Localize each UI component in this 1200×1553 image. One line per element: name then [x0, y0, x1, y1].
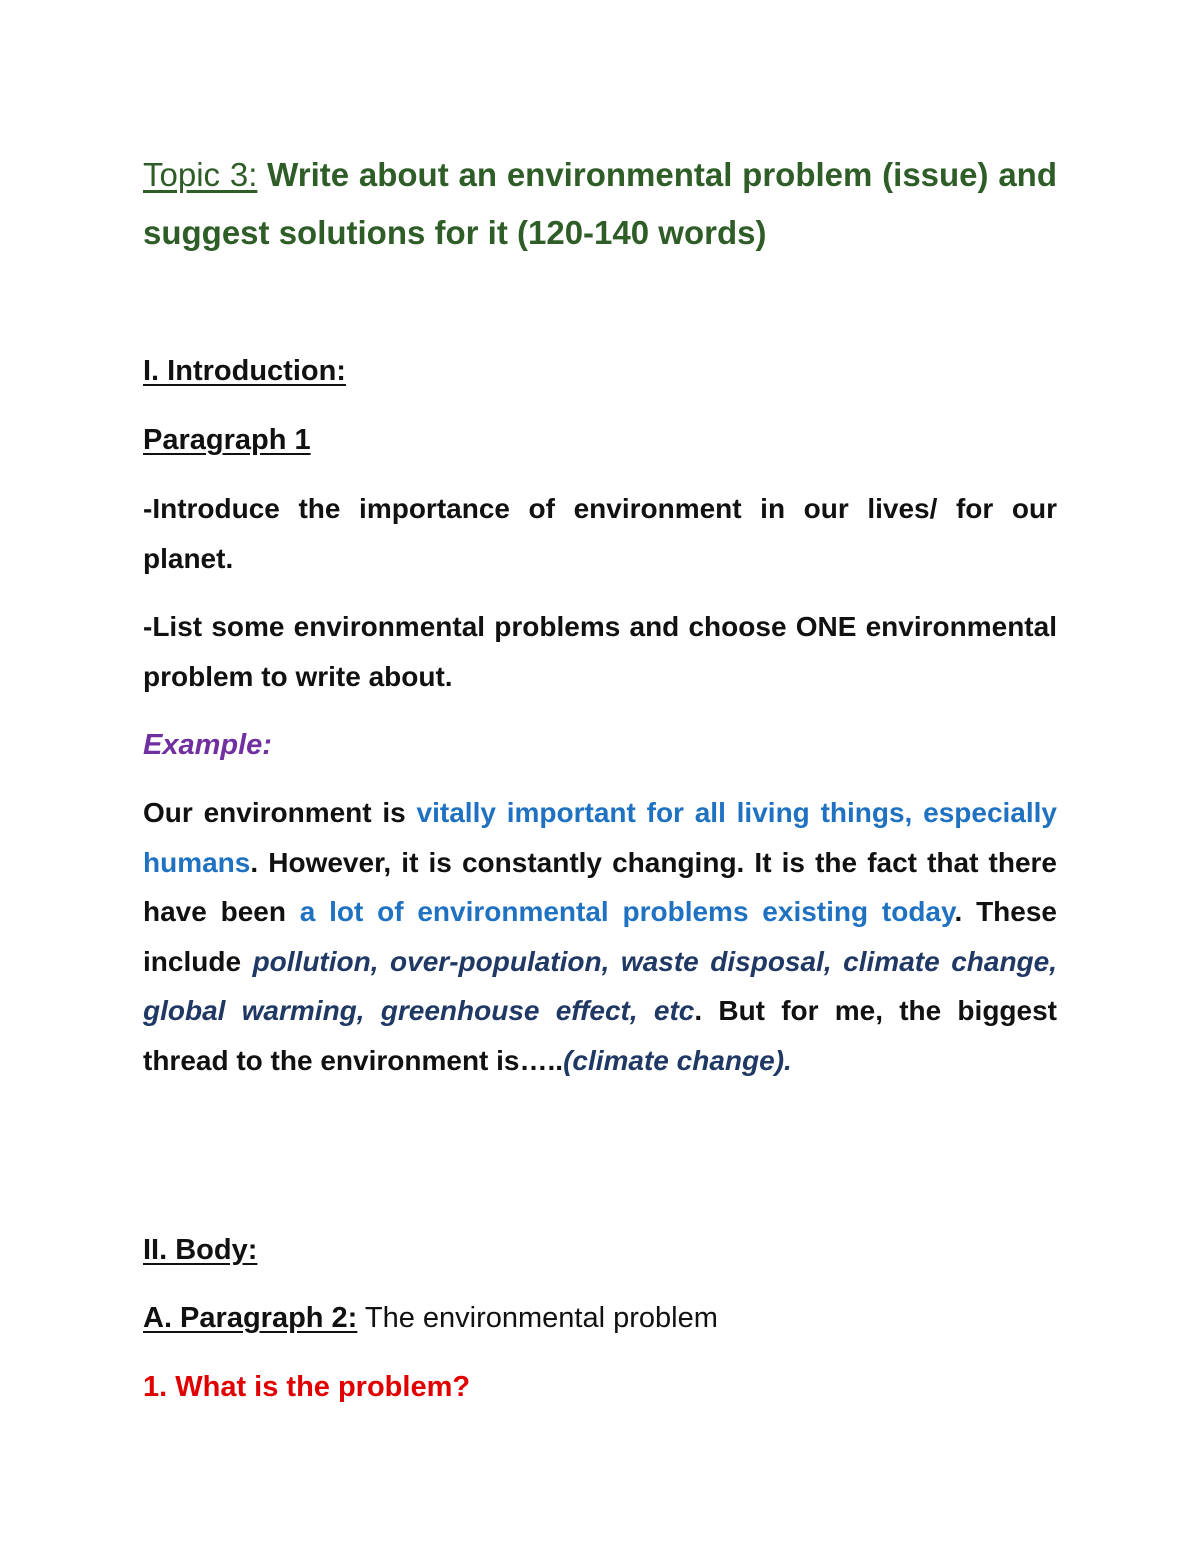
example-segment: . These include — [143, 896, 1057, 977]
intro-heading-text: I. Introduction: — [143, 355, 346, 387]
example-segment: Our environment is — [143, 797, 417, 828]
example-paragraph — [143, 788, 1057, 1085]
example-problem-list: pollution, over-population, waste disposal, climate change, global warming, greenhouse effect, etc — [143, 945, 1058, 1026]
example-chosen-problem: (climate change). — [563, 1044, 792, 1076]
paragraph-1-label-text: Paragraph 1 — [143, 424, 311, 456]
intro-bullet-1: -Introduce the importance of environment in our lives/ for our planet. — [143, 493, 1057, 574]
intro-bullet-2: -List some environmental problems and choose ONE environmental problem to write about. — [143, 611, 1057, 692]
intro-heading — [143, 351, 1057, 391]
example-segment: . But for me, the biggest thread to the environment is….. — [143, 995, 1057, 1076]
example-label: Example: — [143, 729, 272, 761]
example-segment: . However, it is constantly changing. It is the fact that there have been — [143, 846, 1057, 927]
example-highlight: vitally important for all living things, especially humans — [143, 797, 1058, 878]
paragraph-2-label: A. Paragraph 2: — [143, 1302, 358, 1334]
paragraph-2-line — [143, 1298, 1057, 1338]
body-heading-text: II. Body: — [143, 1234, 258, 1266]
topic-title — [143, 146, 1057, 262]
paragraph-2-text: The environmental problem — [357, 1302, 718, 1334]
question-1: 1. What is the problem? — [143, 1371, 471, 1403]
topic-text: Write about an environmental problem (issue) and suggest solutions for it (120-140 words) — [143, 156, 1057, 251]
topic-label: Topic 3: — [143, 156, 258, 193]
paragraph-1-label — [143, 420, 1057, 460]
body-heading — [143, 1230, 1057, 1270]
example-highlight: a lot of environmental problems existing today — [299, 896, 955, 927]
